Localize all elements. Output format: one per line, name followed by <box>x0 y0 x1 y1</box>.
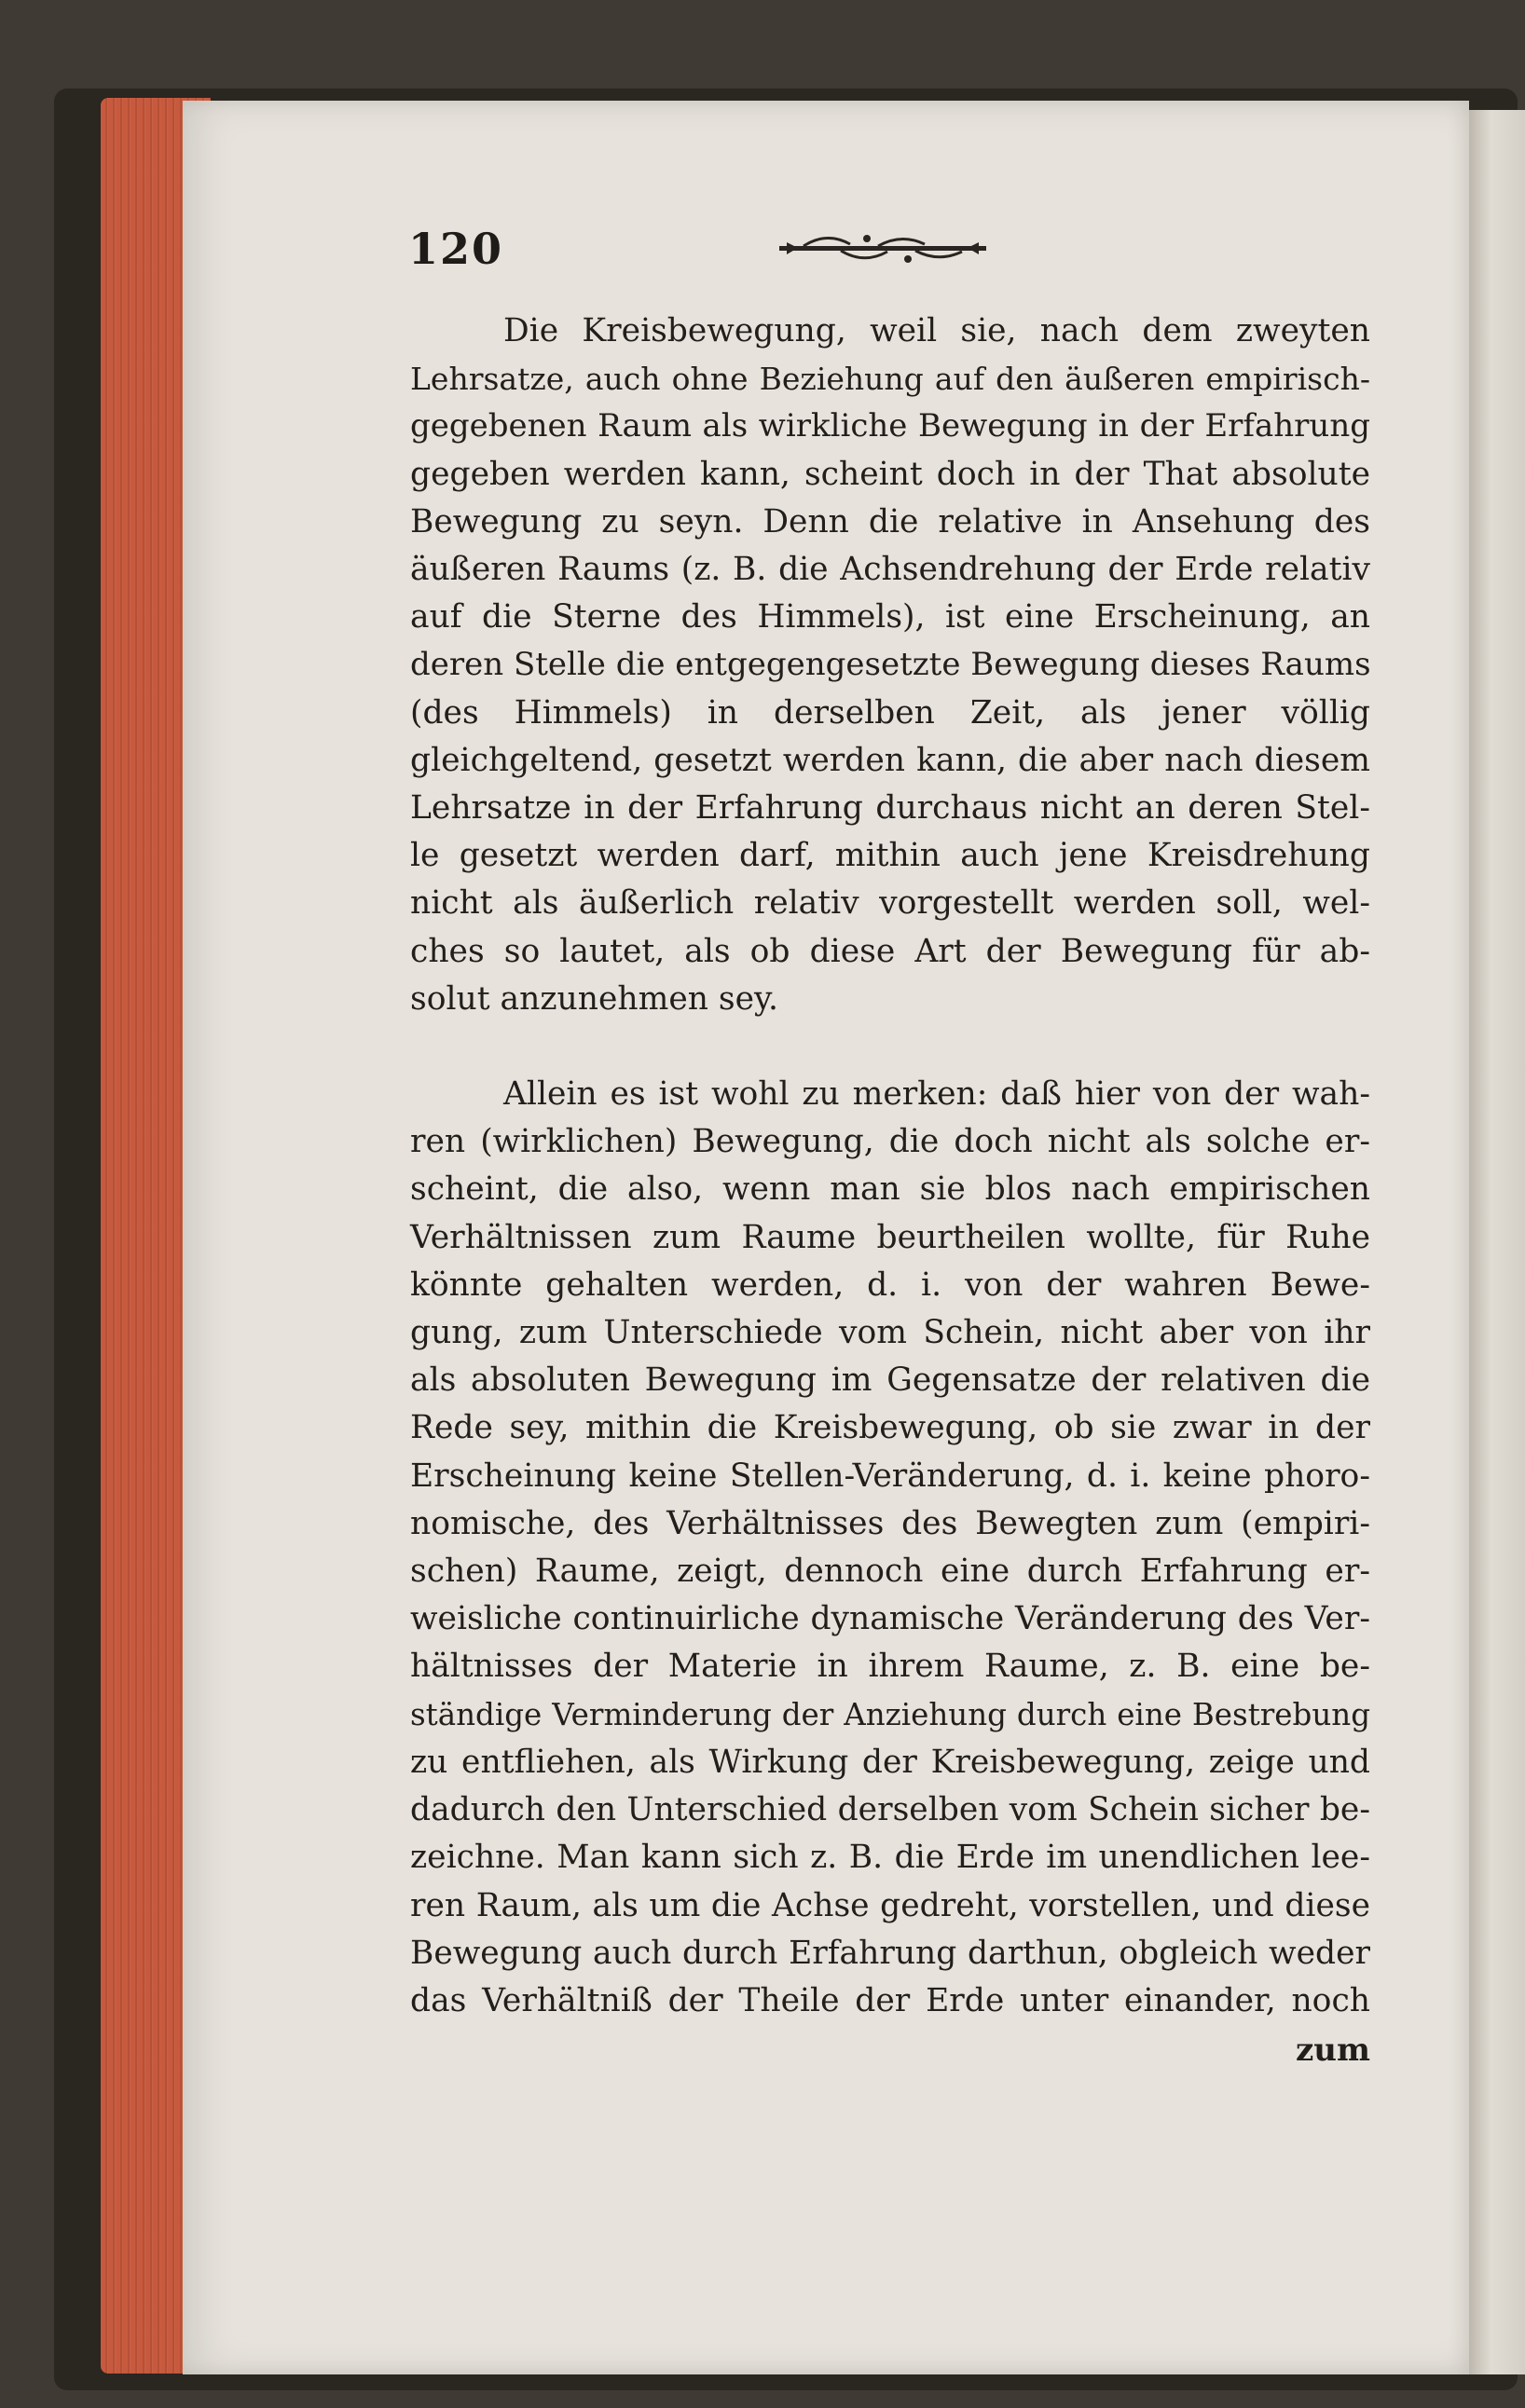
text-line: scheint, die also, wenn man sie blos nach empirischen <box>410 1170 1370 1209</box>
paragraph-gap <box>410 1023 1370 1071</box>
text-line: schen) Raume, zeigt, dennoch eine durch Erfahrung er- <box>410 1553 1370 1591</box>
text-line: Bewegung auch durch Erfahrung darthun, obgleich weder <box>410 1934 1370 1972</box>
text-line: deren Stelle die entgegengesetzte Bewegung dieses Raums <box>410 646 1371 684</box>
text-line: dadurch den Unterschied derselben vom Schein sicher be- <box>410 1791 1370 1829</box>
text-line: Allein es ist wohl zu merken: daß hier von der wah- <box>503 1075 1370 1114</box>
text-line: solut anzunehmen sey. <box>410 979 778 1018</box>
text-line: Bewegung zu seyn. Denn die relative in Ansehung des <box>410 502 1370 540</box>
text-line: äußeren Raums (z. B. die Achsendrehung der Erde relativ <box>410 551 1370 589</box>
text-line: nicht als äußerlich relativ vorgestellt werden soll, wel- <box>410 884 1370 923</box>
text-line: auf die Sterne des Himmels), ist eine Erscheinung, an <box>410 598 1370 636</box>
page-number: 120 <box>408 224 504 274</box>
facing-page-edge <box>1469 110 1525 2374</box>
text-line: (des Himmels) in derselben Zeit, als jener völlig <box>410 693 1370 732</box>
decorative-rule-ornament-icon <box>776 226 990 272</box>
text-line: ches so lautet, als ob diese Art der Bewegung für ab- <box>410 932 1370 970</box>
text-line: Verhältnissen zum Raume beurtheilen wollte, für Ruhe <box>410 1218 1370 1256</box>
text-line: gegeben werden kann, scheint doch in der That absolute <box>410 455 1370 493</box>
text-line: Lehrsatze in der Erfahrung durchaus nicht an deren Stel- <box>410 789 1370 828</box>
text-line: nomische, des Verhältnisses des Bewegten zum (empiri- <box>410 1504 1370 1542</box>
text-line: Die Kreisbewegung, weil sie, nach dem zweyten <box>503 312 1370 349</box>
text-line: das Verhältniß der Theile der Erde unter einander, noch <box>410 1981 1370 2019</box>
text-line: hältnisses der Materie in ihrem Raume, z. B. eine be- <box>410 1648 1370 1686</box>
catchword: zum <box>1296 2032 1371 2069</box>
text-line: Lehrsatze, auch ohne Beziehung auf den äußeren empirisch- <box>410 361 1370 398</box>
text-line: zeichne. Man kann sich z. B. die Erde im unendlichen lee- <box>410 1839 1370 1877</box>
text-line: ren Raum, als um die Achse gedreht, vorstellen, und diese <box>410 1886 1370 1924</box>
text-line: Rede sey, mithin die Kreisbewegung, ob sie zwar in der <box>410 1409 1370 1447</box>
text-line: ren (wirklichen) Bewegung, die doch nicht als solche er- <box>410 1123 1370 1161</box>
paragraph-1 <box>410 308 1370 1023</box>
text-line: als absoluten Bewegung im Gegensatze der relativen die <box>410 1361 1370 1400</box>
text-line: weisliche continuirliche dynamische Veränderung des Ver- <box>410 1600 1370 1638</box>
body-text <box>410 308 1370 2025</box>
paragraph-2 <box>410 1071 1370 2025</box>
text-line: zu entfliehen, als Wirkung der Kreisbewegung, zeige und <box>410 1743 1370 1781</box>
text-line: gleichgeltend, gesetzt werden kann, die aber nach diesem <box>410 741 1370 779</box>
text-line: könnte gehalten werden, d. i. von der wahren Bewe- <box>410 1266 1370 1304</box>
text-line: gung, zum Unterschiede vom Schein, nicht aber von ihr <box>410 1314 1370 1352</box>
text-line: Erscheinung keine Stellen-Veränderung, d. i. keine phoro- <box>410 1457 1370 1495</box>
text-line: le gesetzt werden darf, mithin auch jene Kreisdrehung <box>410 837 1370 875</box>
text-line: ständige Verminderung der Anziehung durch eine Bestrebung <box>410 1696 1370 1732</box>
text-line: gegebenen Raum als wirkliche Bewegung in der Erfahrung <box>410 407 1370 445</box>
